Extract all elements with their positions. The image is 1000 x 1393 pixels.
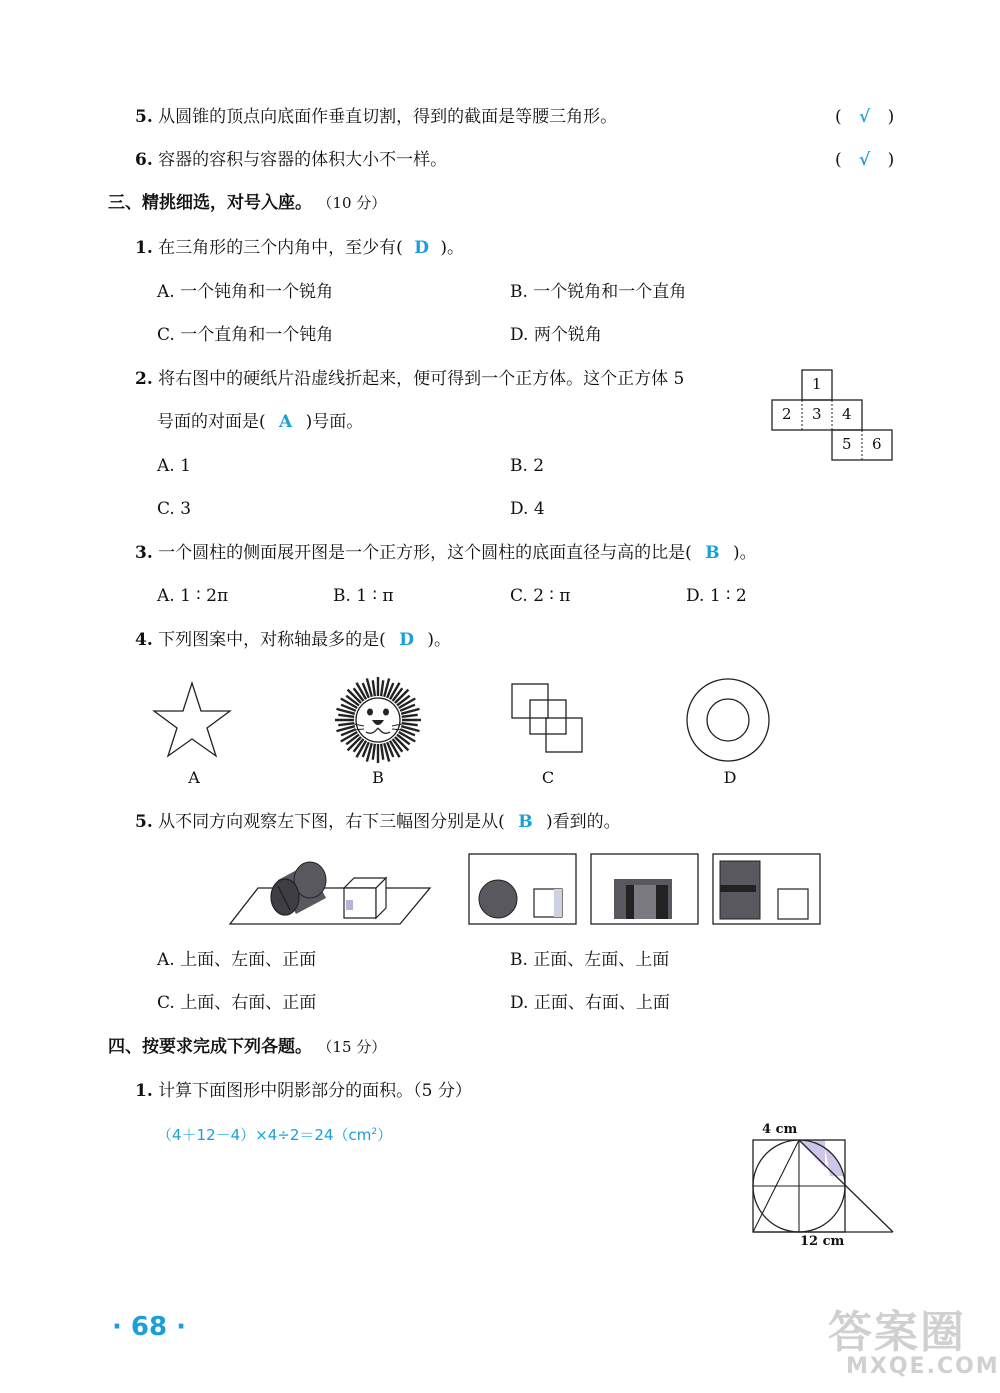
judge-q6 — [135, 149, 447, 171]
option-b: B. 2 — [510, 456, 545, 476]
net-face-6: 6 — [872, 435, 882, 453]
mane-ray — [338, 723, 354, 725]
mane-ray — [402, 715, 418, 717]
net-face-5: 5 — [842, 435, 852, 453]
answer-formula: $(4+12-4)\times 4\div 2=24(cm^2)$ — [157, 1126, 393, 1144]
option-d: D. 4 — [510, 499, 545, 519]
question-number: 5. — [135, 107, 153, 127]
option-d: D. 两个锐角 — [510, 325, 602, 345]
mane-ray — [381, 680, 383, 696]
net-face-2: 2 — [782, 405, 792, 423]
option-c: C. 2 ∶ π — [510, 586, 571, 606]
option-c: C. 3 — [157, 499, 192, 519]
option-a: A. 上面、左面、正面 — [157, 950, 317, 970]
mane-ray — [373, 744, 375, 760]
squares-figure — [510, 682, 586, 756]
label-4cm: 4 cm — [762, 1122, 798, 1137]
ring-figure — [684, 676, 772, 764]
star-figure — [150, 680, 235, 760]
section3-heading: 三、精挑细选，对号入座。 （10 分） — [108, 193, 387, 213]
left-view-panel — [590, 853, 700, 925]
question-text: 容器的容积与容器的体积大小不一样。 — [158, 150, 448, 170]
top-view-panel — [712, 853, 822, 925]
mane-ray — [402, 723, 418, 725]
option-b: B. 一个锐角和一个直角 — [510, 282, 687, 302]
s3-q2-line2: 号面的对面是( A )号面。 — [157, 412, 364, 432]
answer: D — [414, 238, 429, 258]
s3-q1: 1. 在三角形的三个内角中，至少有( D )。 — [135, 238, 464, 258]
watermark-url: MXQE.COM — [846, 1354, 1000, 1379]
label-12cm: 12 cm — [800, 1234, 845, 1249]
check-mark: √ — [859, 150, 871, 170]
answer: B — [518, 812, 533, 832]
judge-q6-answer: ( √ ) — [835, 150, 895, 170]
net-face-1: 1 — [812, 375, 822, 393]
net-face-4: 4 — [842, 405, 852, 423]
net-face-3: 3 — [812, 405, 822, 423]
section4-heading: 四、按要求完成下列各题。 （15 分） — [108, 1037, 387, 1057]
judge-q5 — [135, 106, 617, 128]
option-a: A. 一个钝角和一个锐角 — [157, 282, 334, 302]
option-c: C. 一个直角和一个钝角 — [157, 325, 334, 345]
watermark-logo: 答案圈 — [828, 1307, 966, 1358]
option-a: A. 1 ∶ 2π — [157, 586, 229, 606]
option-b: B. 1 ∶ π — [333, 586, 394, 606]
figure-label-c: C — [541, 768, 555, 787]
s3-q4: 4. 下列图案中，对称轴最多的是( D )。 — [135, 630, 451, 650]
s3-q5: 5. 从不同方向观察左下图，右下三幅图分别是从( B )看到的。 — [135, 812, 621, 832]
figure-label-d: D — [723, 768, 737, 787]
check-mark: √ — [859, 107, 871, 127]
lion-figure — [334, 676, 422, 764]
answer: A — [279, 412, 293, 432]
option-a: A. 1 — [157, 456, 191, 476]
judge-q5-answer: ( √ ) — [835, 107, 895, 127]
figure-label-a: A — [188, 768, 200, 787]
option-d: D. 正面、右面、上面 — [510, 993, 670, 1013]
cube-net-figure — [772, 369, 894, 461]
answer: B — [705, 543, 720, 563]
front-view-panel — [468, 853, 578, 925]
cylinder-cube-scene — [228, 858, 433, 928]
option-b: B. 正面、左面、上面 — [510, 950, 670, 970]
shaded-area-figure — [752, 1122, 897, 1250]
question-number: 6. — [135, 150, 153, 170]
option-c: C. 上面、右面、正面 — [157, 993, 317, 1013]
question-text: 从圆锥的顶点向底面作垂直切割，得到的截面是等腰三角形。 — [158, 107, 618, 127]
mane-ray — [381, 744, 383, 760]
s3-q2-line1: 2. 将右图中的硬纸片沿虚线折起来，便可得到一个正方体。这个正方体 5 — [135, 369, 685, 389]
answer: D — [399, 630, 414, 650]
option-d: D. 1 ∶ 2 — [686, 586, 747, 606]
figure-label-b: B — [372, 768, 384, 787]
page-number: · 68 · — [112, 1312, 187, 1342]
mane-ray — [373, 680, 375, 696]
mane-ray — [338, 715, 354, 717]
s4-q1: 1. 计算下面图形中阴影部分的面积。（5 分） — [135, 1081, 472, 1101]
s3-q3: 3. 一个圆柱的侧面展开图是一个正方形，这个圆柱的底面直径与高的比是( B )。 — [135, 543, 757, 563]
